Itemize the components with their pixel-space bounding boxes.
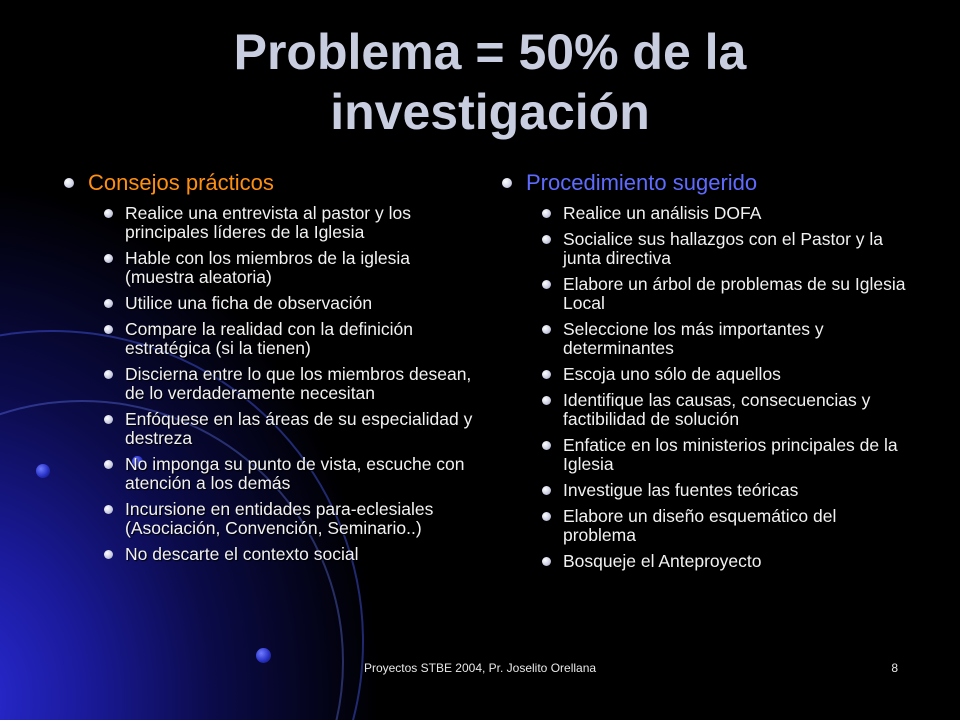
bullet-icon: [542, 235, 551, 244]
list-item: Identifique las causas, consecuencias y factibilidad de solución: [542, 391, 910, 429]
right-heading-text: Procedimiento sugerido: [526, 170, 758, 195]
list-item: Bosqueje el Anteproyecto: [542, 552, 910, 571]
right-heading: [500, 170, 910, 196]
page-number: 8: [891, 661, 898, 675]
bullet-icon: [104, 299, 113, 308]
list-item: Enfatice en los ministerios principales de la Iglesia: [542, 436, 910, 474]
left-list: [62, 204, 482, 564]
bullet-icon: [104, 254, 113, 263]
list-item: Hable con los miembros de la iglesia (muestra aleatoria): [104, 249, 482, 287]
bullet-icon: [64, 178, 74, 188]
list-item: Elabore un diseño esquemático del problema: [542, 507, 910, 545]
bullet-icon: [542, 209, 551, 218]
list-item: Incursione en entidades para-eclesiales (Asociación, Convención, Seminario..): [104, 500, 482, 538]
bullet-icon: [104, 550, 113, 559]
bullet-icon: [542, 325, 551, 334]
bullet-icon: [104, 460, 113, 469]
right-list: [500, 204, 910, 571]
bullet-icon: [104, 505, 113, 514]
left-column: [62, 170, 482, 571]
slide-title: Problema = 50% de la investigación: [233, 24, 747, 140]
list-item: Utilice una ficha de observación: [104, 294, 482, 313]
list-item: Seleccione los más importantes y determinantes: [542, 320, 910, 358]
list-item: No imponga su punto de vista, escuche con atención a los demás: [104, 455, 482, 493]
bullet-icon: [542, 441, 551, 450]
bullet-icon: [104, 325, 113, 334]
bullet-icon: [542, 557, 551, 566]
list-item: Elabore un árbol de problemas de su Iglesia Local: [542, 275, 910, 313]
list-item: Compare la realidad con la definición estratégica (si la tienen): [104, 320, 482, 358]
bullet-icon: [542, 396, 551, 405]
bullet-icon: [104, 370, 113, 379]
list-item: Realice un análisis DOFA: [542, 204, 910, 223]
bullet-icon: [104, 415, 113, 424]
slide-footer: Proyectos STBE 2004, Pr. Joselito Orellana: [363, 661, 597, 675]
list-item: Investigue las fuentes teóricas: [542, 481, 910, 500]
bullet-icon: [542, 486, 551, 495]
list-item: Realice una entrevista al pastor y los principales líderes de la Iglesia: [104, 204, 482, 242]
list-item: Enfóquese en las áreas de su especialidad y destreza: [104, 410, 482, 448]
right-column: [500, 170, 910, 578]
bullet-icon: [542, 370, 551, 379]
bullet-icon: [104, 209, 113, 218]
list-item: No descarte el contexto social: [104, 545, 482, 564]
decorative-dot: [36, 464, 50, 478]
bullet-icon: [542, 512, 551, 521]
left-heading: [62, 170, 482, 196]
bullet-icon: [502, 178, 512, 188]
list-item: Socialice sus hallazgos con el Pastor y la junta directiva: [542, 230, 910, 268]
list-item: Discierna entre lo que los miembros desean, de lo verdaderamente necesitan: [104, 365, 482, 403]
list-item: Escoja uno sólo de aquellos: [542, 365, 910, 384]
bullet-icon: [542, 280, 551, 289]
left-heading-text: Consejos prácticos: [88, 170, 274, 195]
